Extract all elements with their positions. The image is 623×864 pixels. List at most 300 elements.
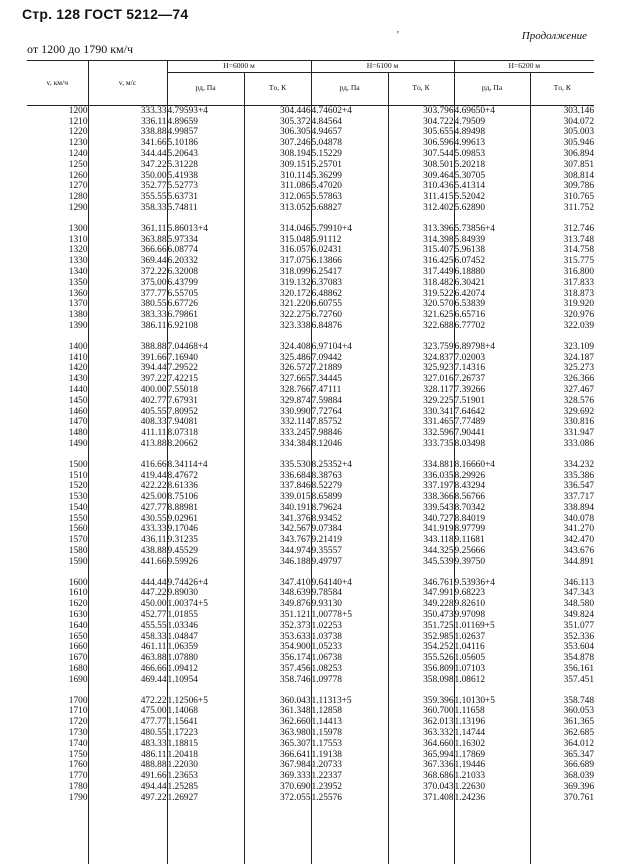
cell-v-kmh: 1470: [68, 417, 88, 428]
gap-cell: [530, 568, 594, 578]
cell-temp-6200: 366.689: [530, 760, 594, 771]
cell-pressure-6200: 6.42074: [454, 289, 530, 300]
cell-temp-6100: 332.596: [388, 428, 454, 439]
cell-pressure-6100: 1.25576: [311, 793, 388, 804]
cell-pressure-6000: 7.67931: [167, 396, 244, 407]
cell-temp-6100: 303.796: [388, 105, 454, 116]
cell-temp-6100: 307.544: [388, 149, 454, 160]
gap-cell: [88, 450, 167, 460]
table-row: [27, 160, 594, 171]
cell-v-kmh: 1250: [68, 159, 88, 170]
cell-pressure-6200: 5.73856+4: [454, 224, 530, 235]
cell-v-kmh: 1620: [68, 599, 88, 610]
cell-temp-6200: 343.676: [530, 546, 594, 557]
cell-temp-6000: 351.121: [244, 610, 311, 621]
cell-pressure-6100: 1.15978: [311, 728, 388, 739]
cell-temp-6100: 320.570: [388, 299, 454, 310]
cell-temp-6100: 364.660: [388, 739, 454, 750]
table-row: [27, 278, 594, 289]
table-row: [27, 782, 594, 793]
cell-temp-6200: 364.012: [530, 739, 594, 750]
cell-temp-6200: 324.187: [530, 353, 594, 364]
cell-pressure-6200: 1.13196: [454, 717, 530, 728]
col-header-v-kmh: v, км/ч: [27, 61, 88, 106]
cell-temp-6200: 337.717: [530, 492, 594, 503]
cell-temp-6000: 320.172: [244, 289, 311, 300]
cell-pressure-6200: 9.25666: [454, 546, 530, 557]
gap-cell: [388, 332, 454, 342]
cell-pressure-6200: 9.82610: [454, 599, 530, 610]
cell-v-kmh: 1460: [68, 406, 88, 417]
cell-pressure-6000: 7.04468+4: [167, 342, 244, 353]
cell-temp-6000: 342.567: [244, 524, 311, 535]
cell-v-kmh: 1530: [68, 492, 88, 503]
gap-cell: [244, 686, 311, 696]
cell-v-ms: 397.22: [88, 374, 167, 385]
cell-pressure-6100: 8.52279: [311, 481, 388, 492]
table-row: [27, 256, 594, 267]
cell-v-ms: 463.88: [88, 653, 167, 664]
cell-temp-6000: 310.114: [244, 171, 311, 182]
table-row: [27, 289, 594, 300]
cell-pressure-6100: 5.68827: [311, 203, 388, 214]
cell-pressure-6200: 8.16660+4: [454, 460, 530, 471]
table-row: [27, 664, 594, 675]
tail-cell: [27, 804, 88, 864]
cell-pressure-6000: 1.01855: [167, 610, 244, 621]
cell-pressure-6100: 6.13866: [311, 256, 388, 267]
gap-cell: [167, 214, 244, 224]
cell-v-ms: 355.55: [88, 192, 167, 203]
cell-temp-6000: 346.188: [244, 557, 311, 568]
cell-v-ms: 341.66: [88, 138, 167, 149]
cell-temp-6100: 340.727: [388, 514, 454, 525]
cell-temp-6200: 316.800: [530, 267, 594, 278]
cell-pressure-6000: 1.03346: [167, 621, 244, 632]
col-header-pressure: pд, Па: [167, 72, 244, 105]
cell-pressure-6000: 5.20643: [167, 149, 244, 160]
cell-pressure-6200: 1.01169+5: [454, 621, 530, 632]
cell-v-kmh: 1600: [68, 577, 88, 588]
cell-v-kmh: 1450: [68, 395, 88, 406]
cell-pressure-6200: 5.09853: [454, 149, 530, 160]
cell-temp-6100: 325.923: [388, 363, 454, 374]
cell-temp-6100: 356.809: [388, 664, 454, 675]
cell-v-kmh: 1410: [68, 352, 88, 363]
gap-cell: [27, 332, 88, 342]
cell-temp-6100: 349.228: [388, 599, 454, 610]
cell-temp-6000: 309.151: [244, 160, 311, 171]
cell-temp-6200: 342.470: [530, 535, 594, 546]
cell-pressure-6000: 1.18815: [167, 739, 244, 750]
cell-temp-6100: 354.252: [388, 642, 454, 653]
cell-temp-6100: 345.539: [388, 557, 454, 568]
cell-v-ms: 386.11: [88, 321, 167, 332]
cell-v-kmh: 1540: [68, 502, 88, 513]
cell-v-ms: 369.44: [88, 256, 167, 267]
cell-temp-6200: 323.109: [530, 342, 594, 353]
gap-cell: [454, 686, 530, 696]
cell-pressure-6000: 1.10954: [167, 675, 244, 686]
cell-pressure-6100: 8.12046: [311, 439, 388, 450]
cell-v-kmh: 1520: [68, 481, 88, 492]
table-row: [27, 492, 594, 503]
gap-cell: [88, 214, 167, 224]
cell-temp-6200: 344.891: [530, 557, 594, 568]
table-row: [27, 321, 594, 332]
cell-pressure-6100: 1.09778: [311, 675, 388, 686]
cell-pressure-6100: 7.47111: [311, 385, 388, 396]
cell-temp-6000: 322.275: [244, 310, 311, 321]
cell-pressure-6200: 6.77702: [454, 321, 530, 332]
cell-v-ms: 338.88: [88, 127, 167, 138]
cell-v-kmh: 1780: [68, 782, 88, 793]
cell-pressure-6200: 5.84939: [454, 235, 530, 246]
cell-pressure-6200: 8.29926: [454, 471, 530, 482]
cell-temp-6100: 328.117: [388, 385, 454, 396]
cell-temp-6100: 333.735: [388, 439, 454, 450]
cell-pressure-6200: 6.89798+4: [454, 342, 530, 353]
cell-v-ms: 333.33: [88, 105, 167, 116]
cell-temp-6000: 305.372: [244, 117, 311, 128]
cell-v-kmh: 1420: [68, 363, 88, 374]
cell-temp-6000: 347.410: [244, 578, 311, 589]
cell-v-ms: 400.00: [88, 385, 167, 396]
cell-temp-6200: 322.039: [530, 321, 594, 332]
cell-temp-6000: 344.974: [244, 546, 311, 557]
gap-cell: [530, 214, 594, 224]
table-row: [27, 557, 594, 568]
cell-v-kmh: 1510: [68, 470, 88, 481]
cell-pressure-6000: 9.31235: [167, 535, 244, 546]
cell-pressure-6100: 1.00778+5: [311, 610, 388, 621]
cell-pressure-6100: 1.08253: [311, 664, 388, 675]
table-row: [27, 546, 594, 557]
cell-temp-6200: 307.851: [530, 160, 594, 171]
cell-temp-6200: 306.894: [530, 149, 594, 160]
table-row: [27, 224, 594, 235]
col-group-h6200: H=6200 м: [454, 61, 594, 73]
cell-pressure-6100: 8.93452: [311, 514, 388, 525]
cell-temp-6000: 314.046: [244, 224, 311, 235]
table-row: [27, 588, 594, 599]
gap-cell: [530, 686, 594, 696]
cell-v-ms: 388.88: [88, 342, 167, 353]
cell-pressure-6000: 7.80952: [167, 407, 244, 418]
cell-pressure-6200: 5.62890: [454, 203, 530, 214]
cell-v-kmh: 1270: [68, 181, 88, 192]
cell-pressure-6100: 9.21419: [311, 535, 388, 546]
cell-v-ms: 402.77: [88, 396, 167, 407]
cell-pressure-6200: 1.10130+5: [454, 696, 530, 707]
gap-cell: [167, 568, 244, 578]
table-row: [27, 642, 594, 653]
cell-temp-6000: 325.486: [244, 353, 311, 364]
cell-pressure-6000: 6.32008: [167, 267, 244, 278]
cell-temp-6000: 361.348: [244, 706, 311, 717]
cell-v-kmh: 1330: [68, 256, 88, 267]
cell-pressure-6200: 4.79509: [454, 117, 530, 128]
cell-v-ms: 347.22: [88, 160, 167, 171]
cell-pressure-6000: 9.89030: [167, 588, 244, 599]
cell-pressure-6100: 7.09442: [311, 353, 388, 364]
cell-temp-6200: 330.816: [530, 417, 594, 428]
table-row: [27, 407, 594, 418]
cell-pressure-6100: 5.47020: [311, 181, 388, 192]
cell-v-ms: 477.77: [88, 717, 167, 728]
cell-v-kmh: 1680: [68, 664, 88, 675]
cell-temp-6100: 308.501: [388, 160, 454, 171]
table-row: [27, 353, 594, 364]
cell-temp-6000: 372.055: [244, 793, 311, 804]
cell-pressure-6000: 1.20418: [167, 750, 244, 761]
cell-temp-6100: 352.985: [388, 632, 454, 643]
cell-temp-6200: 341.270: [530, 524, 594, 535]
cell-temp-6100: 368.686: [388, 771, 454, 782]
cell-v-kmh: 1580: [68, 546, 88, 557]
cell-pressure-6100: 6.48862: [311, 289, 388, 300]
cell-temp-6200: 314.758: [530, 245, 594, 256]
cell-v-ms: 411.11: [88, 428, 167, 439]
cell-v-kmh: 1350: [68, 277, 88, 288]
cell-v-ms: 361.11: [88, 224, 167, 235]
cell-temp-6200: 347.343: [530, 588, 594, 599]
cell-pressure-6000: 1.17223: [167, 728, 244, 739]
cell-pressure-6100: 4.84564: [311, 117, 388, 128]
cell-temp-6200: 348.580: [530, 599, 594, 610]
cell-pressure-6200: 8.56766: [454, 492, 530, 503]
range-title: от 1200 до 1790 км/ч: [27, 42, 133, 56]
gap-cell: [27, 568, 88, 578]
cell-v-ms: 433.33: [88, 524, 167, 535]
cell-pressure-6200: 7.02003: [454, 353, 530, 364]
cell-pressure-6200: 1.05605: [454, 653, 530, 664]
cell-temp-6100: 355.526: [388, 653, 454, 664]
cell-temp-6100: 360.700: [388, 706, 454, 717]
table-row: [27, 105, 594, 116]
cell-pressure-6100: 6.97104+4: [311, 342, 388, 353]
table-row: [27, 117, 594, 128]
cell-temp-6100: 362.013: [388, 717, 454, 728]
cell-pressure-6200: 7.64642: [454, 407, 530, 418]
cell-v-ms: 450.00: [88, 599, 167, 610]
cell-v-kmh: 1320: [68, 245, 88, 256]
table-body: [27, 105, 594, 863]
cell-temp-6200: 319.920: [530, 299, 594, 310]
table-row: [27, 181, 594, 192]
gap-cell: [27, 686, 88, 696]
cell-pressure-6100: 7.72764: [311, 407, 388, 418]
cell-v-ms: 441.66: [88, 557, 167, 568]
cell-v-kmh: 1310: [68, 234, 88, 245]
cell-temp-6100: 319.522: [388, 289, 454, 300]
cell-temp-6000: 339.015: [244, 492, 311, 503]
cell-temp-6200: 338.894: [530, 503, 594, 514]
cell-temp-6200: 365.347: [530, 750, 594, 761]
cell-temp-6200: 331.947: [530, 428, 594, 439]
table-row: [27, 481, 594, 492]
cell-temp-6200: 308.814: [530, 171, 594, 182]
cell-pressure-6000: 7.16940: [167, 353, 244, 364]
cell-pressure-6000: 1.22030: [167, 760, 244, 771]
cell-pressure-6000: 8.75106: [167, 492, 244, 503]
table-row: [27, 728, 594, 739]
cell-temp-6100: 318.482: [388, 278, 454, 289]
group-gap: [27, 214, 594, 224]
table-row: [27, 127, 594, 138]
cell-v-ms: 394.44: [88, 363, 167, 374]
cell-v-kmh: 1650: [68, 631, 88, 642]
stray-mark: ': [397, 30, 399, 41]
cell-pressure-6200: 8.97799: [454, 524, 530, 535]
cell-v-ms: 405.55: [88, 407, 167, 418]
cell-v-kmh: 1340: [68, 266, 88, 277]
cell-temp-6000: 304.446: [244, 105, 311, 116]
cell-pressure-6200: 1.21033: [454, 771, 530, 782]
cell-v-ms: 422.22: [88, 481, 167, 492]
gap-cell: [530, 332, 594, 342]
cell-temp-6000: 315.048: [244, 235, 311, 246]
cell-v-ms: 458.33: [88, 632, 167, 643]
cell-pressure-6000: 9.59926: [167, 557, 244, 568]
cell-pressure-6000: 4.99857: [167, 127, 244, 138]
cell-pressure-6200: 9.68223: [454, 588, 530, 599]
cell-pressure-6000: 6.67726: [167, 299, 244, 310]
cell-pressure-6000: 5.10186: [167, 138, 244, 149]
cell-v-ms: 436.11: [88, 535, 167, 546]
cell-pressure-6100: 9.64140+4: [311, 578, 388, 589]
tail-cell: [388, 804, 454, 864]
table-row: [27, 675, 594, 686]
cell-pressure-6200: 4.69650+4: [454, 105, 530, 116]
cell-temp-6100: 331.465: [388, 417, 454, 428]
cell-temp-6000: 348.639: [244, 588, 311, 599]
cell-pressure-6200: 1.11658: [454, 706, 530, 717]
gap-cell: [167, 332, 244, 342]
gap-cell: [388, 686, 454, 696]
cell-pressure-6000: 5.52773: [167, 181, 244, 192]
cell-temp-6200: 310.765: [530, 192, 594, 203]
cell-temp-6100: 337.197: [388, 481, 454, 492]
cell-temp-6000: 356.174: [244, 653, 311, 664]
cell-pressure-6100: 8.25352+4: [311, 460, 388, 471]
cell-pressure-6000: 8.88981: [167, 503, 244, 514]
cell-pressure-6000: 1.23653: [167, 771, 244, 782]
cell-pressure-6200: 6.18880: [454, 267, 530, 278]
cell-v-kmh: 1770: [68, 771, 88, 782]
cell-temp-6000: 319.132: [244, 278, 311, 289]
cell-v-ms: 438.88: [88, 546, 167, 557]
cell-v-ms: 491.66: [88, 771, 167, 782]
cell-temp-6100: 338.366: [388, 492, 454, 503]
col-header-temperature: Tо, К: [388, 72, 454, 105]
table-row: [27, 310, 594, 321]
cell-pressure-6200: 6.30421: [454, 278, 530, 289]
cell-pressure-6000: 5.41938: [167, 171, 244, 182]
cell-pressure-6000: 8.34114+4: [167, 460, 244, 471]
gap-cell: [88, 686, 167, 696]
cell-pressure-6100: 1.20733: [311, 760, 388, 771]
cell-v-kmh: 1690: [68, 674, 88, 685]
cell-temp-6200: 313.748: [530, 235, 594, 246]
cell-v-kmh: 1360: [68, 288, 88, 299]
cell-pressure-6200: 5.30705: [454, 171, 530, 182]
table-row: [27, 610, 594, 621]
cell-pressure-6000: 5.31228: [167, 160, 244, 171]
cell-v-ms: 372.22: [88, 267, 167, 278]
cell-pressure-6000: 1.04847: [167, 632, 244, 643]
cell-pressure-6100: 6.72760: [311, 310, 388, 321]
cell-temp-6100: 313.396: [388, 224, 454, 235]
cell-pressure-6000: 8.07318: [167, 428, 244, 439]
cell-temp-6200: 370.761: [530, 793, 594, 804]
cell-v-ms: 363.88: [88, 235, 167, 246]
cell-temp-6000: 365.307: [244, 739, 311, 750]
cell-temp-6100: 327.016: [388, 374, 454, 385]
cell-v-kmh: 1490: [68, 438, 88, 449]
cell-temp-6100: 367.336: [388, 760, 454, 771]
cell-v-ms: 455.55: [88, 621, 167, 632]
cell-temp-6000: 328.766: [244, 385, 311, 396]
table-row: [27, 363, 594, 374]
cell-temp-6100: 370.043: [388, 782, 454, 793]
cell-v-ms: 380.55: [88, 299, 167, 310]
cell-pressure-6100: 5.91112: [311, 235, 388, 246]
cell-pressure-6200: 1.17869: [454, 750, 530, 761]
gap-cell: [454, 214, 530, 224]
cell-pressure-6200: 9.53936+4: [454, 578, 530, 589]
gap-cell: [454, 332, 530, 342]
cell-temp-6000: 340.191: [244, 503, 311, 514]
cell-pressure-6000: 8.61336: [167, 481, 244, 492]
cell-pressure-6200: 6.53839: [454, 299, 530, 310]
cell-pressure-6000: 1.06359: [167, 642, 244, 653]
cell-temp-6000: 334.384: [244, 439, 311, 450]
cell-pressure-6100: 8.65899: [311, 492, 388, 503]
cell-temp-6100: 363.332: [388, 728, 454, 739]
cell-temp-6000: 308.194: [244, 149, 311, 160]
cell-pressure-6200: 6.07452: [454, 256, 530, 267]
cell-temp-6200: 353.604: [530, 642, 594, 653]
cell-v-kmh: 1230: [68, 138, 88, 149]
cell-temp-6200: 368.039: [530, 771, 594, 782]
gap-cell: [311, 686, 388, 696]
cell-pressure-6000: 1.12506+5: [167, 696, 244, 707]
cell-pressure-6200: 7.77489: [454, 417, 530, 428]
cell-v-kmh: 1500: [68, 459, 88, 470]
cell-v-kmh: 1750: [68, 749, 88, 760]
table-row: [27, 460, 594, 471]
table-row: [27, 235, 594, 246]
cell-temp-6200: 333.086: [530, 439, 594, 450]
cell-temp-6200: 336.547: [530, 481, 594, 492]
cell-v-ms: 336.11: [88, 117, 167, 128]
gap-cell: [311, 332, 388, 342]
cell-pressure-6000: 1.25285: [167, 782, 244, 793]
cell-temp-6000: 316.057: [244, 245, 311, 256]
cell-pressure-6000: 9.74426+4: [167, 578, 244, 589]
gap-cell: [244, 450, 311, 460]
cell-pressure-6100: 9.93130: [311, 599, 388, 610]
cell-temp-6200: 305.003: [530, 127, 594, 138]
gap-cell: [454, 568, 530, 578]
cell-v-ms: 419.44: [88, 471, 167, 482]
cell-v-ms: 350.00: [88, 171, 167, 182]
cell-pressure-6100: 1.19138: [311, 750, 388, 761]
cell-v-ms: 497.22: [88, 793, 167, 804]
gap-cell: [88, 332, 167, 342]
cell-temp-6200: 352.336: [530, 632, 594, 643]
